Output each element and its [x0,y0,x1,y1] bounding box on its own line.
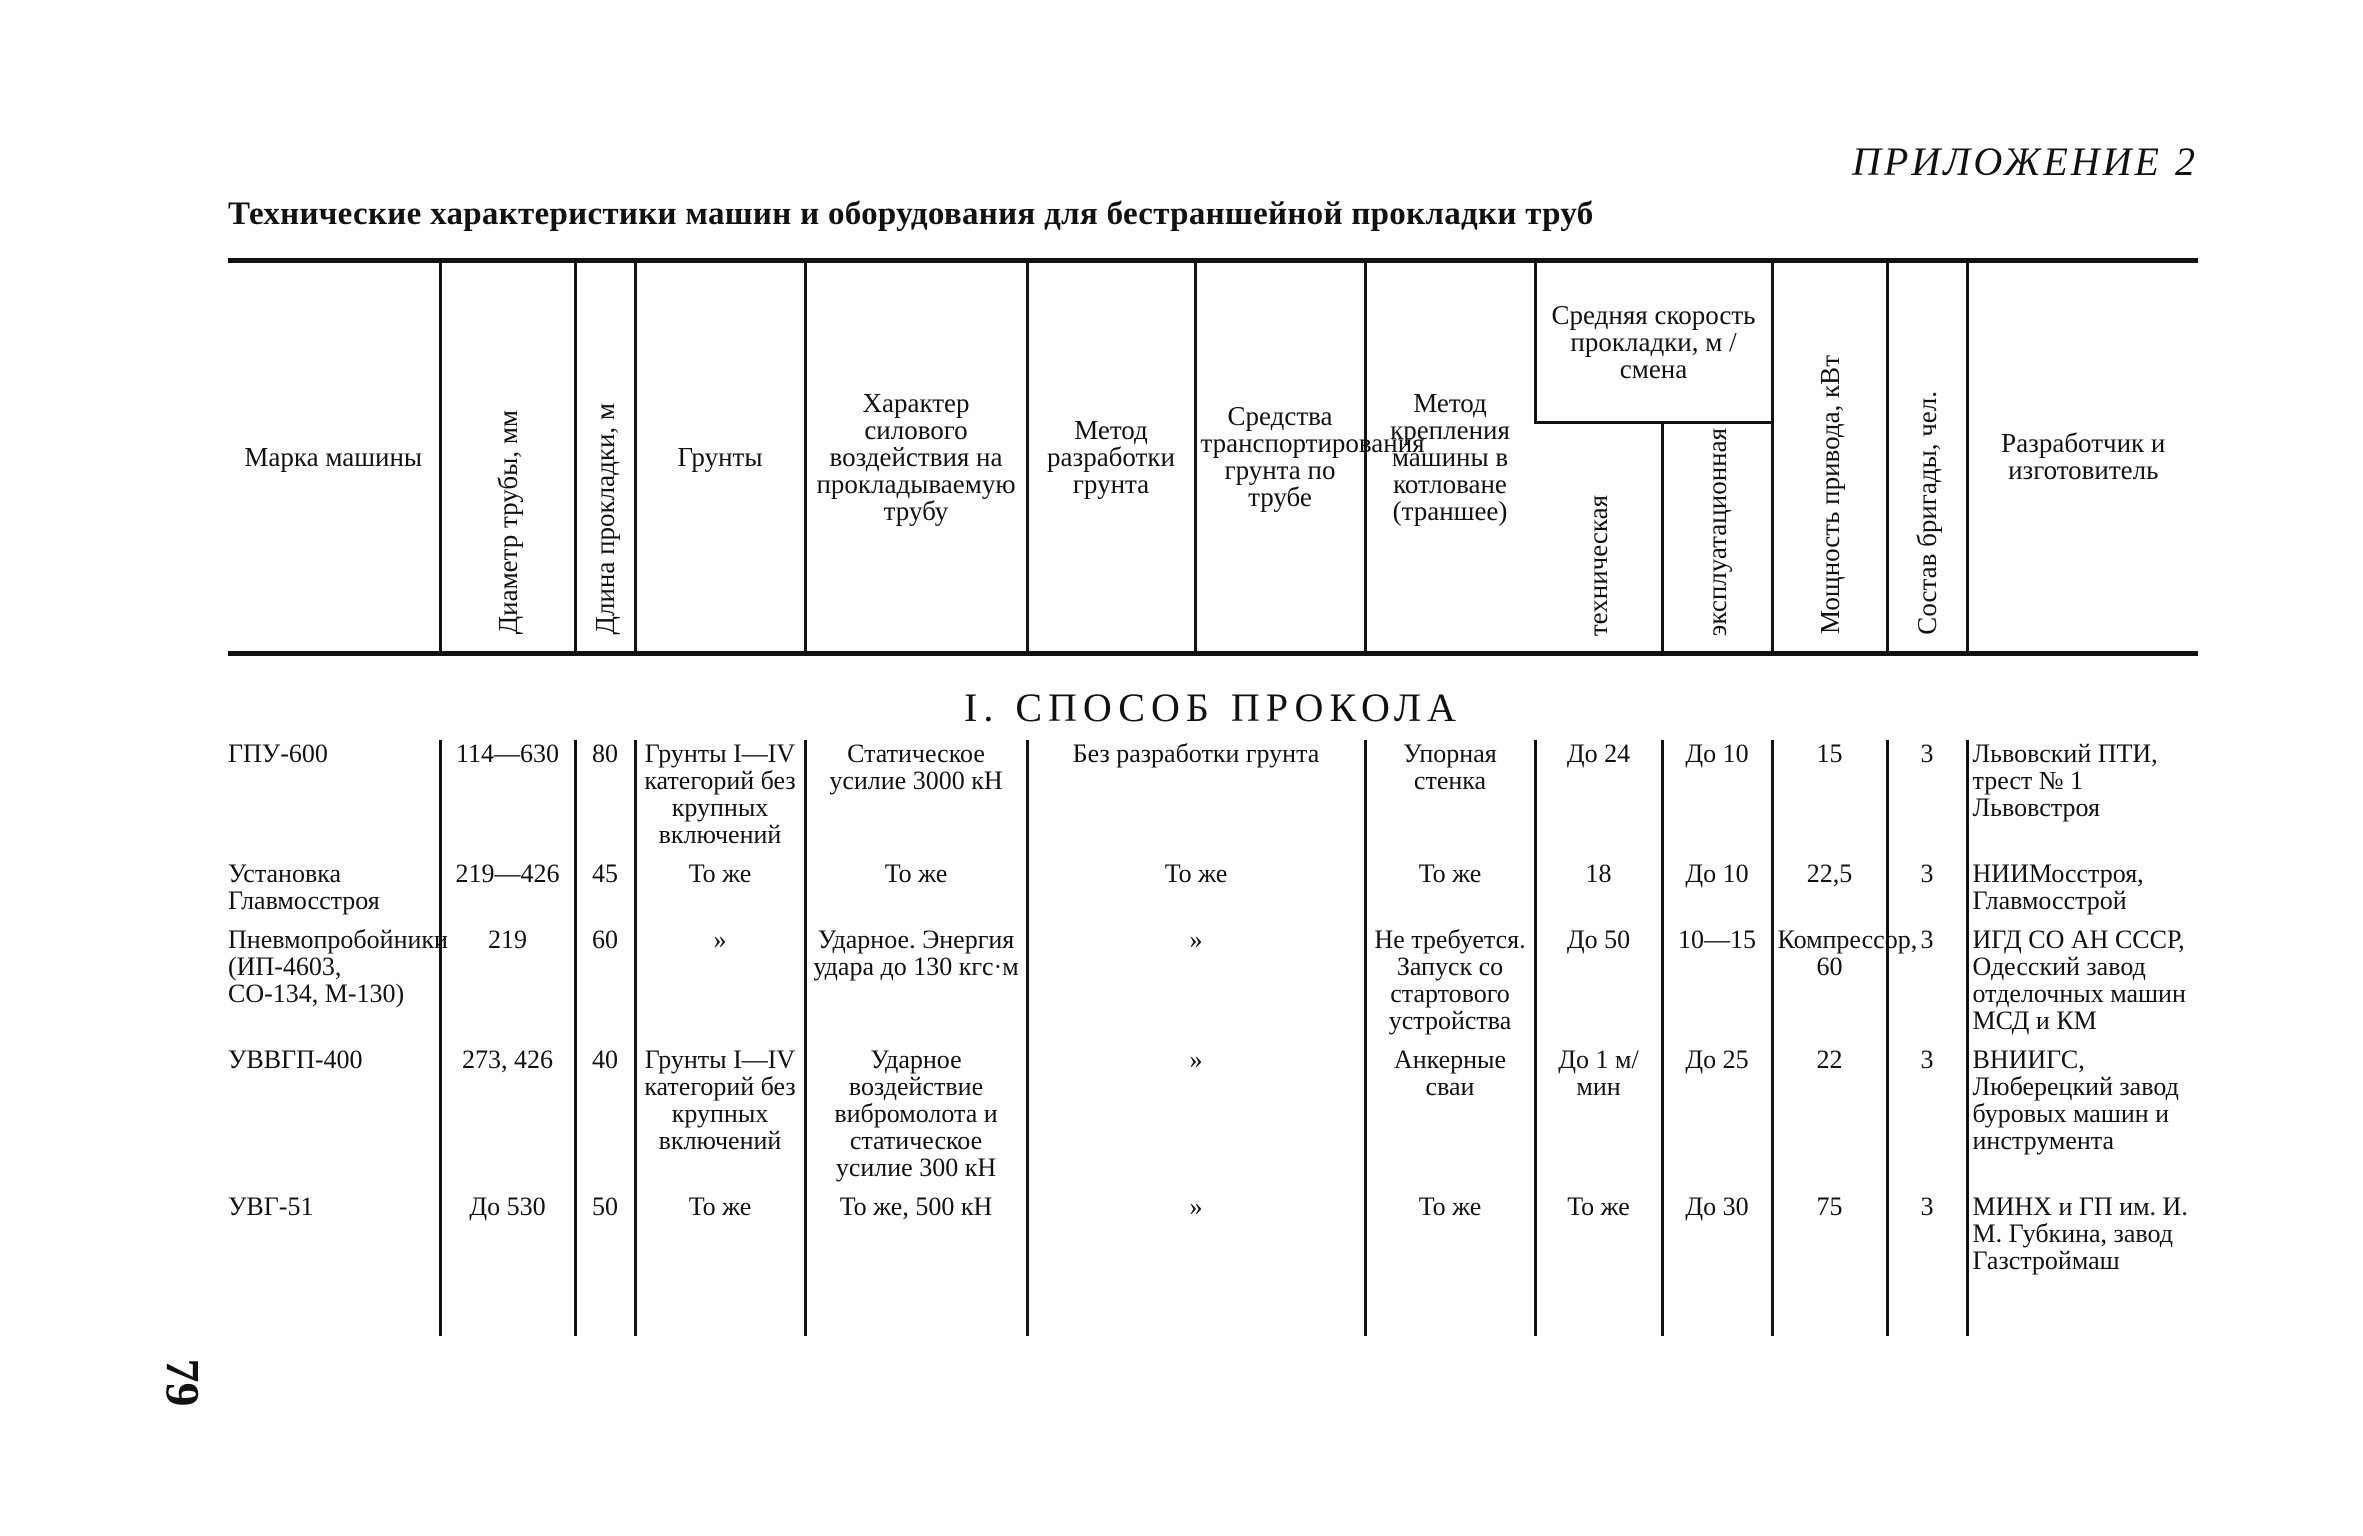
header-brand: Марка машины [244,441,423,472]
cell-speed-oper: До 30 [1662,1193,1772,1286]
cell-diameter: До 530 [440,1193,575,1286]
cell-power: Компрессор, 60 [1772,926,1887,1046]
cell-power: 15 [1772,740,1887,860]
table-row [228,1193,2198,1286]
cell-developer: НИИМосстроя, Главмосстрой [1967,860,2198,926]
header-speed-group: Средняя скорость прокладки, м / смена [1535,261,1772,423]
cell-crew: 3 [1887,860,1967,926]
cell-power: 22 [1772,1046,1887,1193]
cell-length: 60 [575,926,635,1046]
page-number: 79 [155,1358,209,1407]
cell-soils: То же [635,1193,805,1286]
table-body [228,654,2198,1337]
cell-brand: Пневмопробойники (ИП-4603, СО-134, М-130) [228,925,448,1009]
cell-force: То же, 500 кН [805,1193,1027,1286]
table-row [228,1046,2198,1193]
cell-diameter: 273, 426 [440,1046,575,1193]
cell-crew: 3 [1887,926,1967,1046]
cell-fixing: Упорная стенка [1365,740,1535,860]
header-crew: Состав бригады, чел. [1887,261,1967,654]
table-header [228,261,2198,654]
header-speed-oper: эксплуатационная [1662,423,1772,654]
cell-speed-tech: До 1 м/мин [1535,1046,1662,1193]
cell-speed-tech: 18 [1535,860,1662,926]
cell-speed-oper: До 25 [1662,1046,1772,1193]
cell-method: То же [1027,860,1365,926]
header-diameter: Диаметр трубы, мм [440,261,575,654]
cell-power: 22,5 [1772,860,1887,926]
cell-speed-oper: До 10 [1662,740,1772,860]
cell-power: 75 [1772,1193,1887,1286]
cell-force: То же [805,860,1027,926]
cell-speed-tech: До 24 [1535,740,1662,860]
appendix-label: ПРИЛОЖЕНИЕ 2 [1852,139,2198,184]
table-row [228,740,2198,860]
cell-brand: УВГ-51 [228,1192,314,1222]
cell-developer: ВНИИГС, Люберецкий завод буровых машин и инструмента [1967,1046,2198,1193]
table-row [228,860,2198,926]
cell-method: Без разработки грунта [1027,740,1365,860]
cell-length: 80 [575,740,635,860]
cell-brand: ГПУ-600 [228,739,328,769]
header-method: Метод разработки грунта [1027,261,1195,654]
cell-force: Ударное. Энергия удара до 130 кгс·м [805,926,1027,1046]
header-transport: Средства транспортирования грунта по трубе [1195,261,1365,654]
cell-method: » [1027,926,1365,1046]
cell-diameter: 219 [440,926,575,1046]
cell-developer: МИНХ и ГП им. И. М. Губкина, завод Газстроймаш [1967,1193,2198,1286]
cell-soils: » [635,926,805,1046]
cell-fixing: То же [1365,1193,1535,1286]
header-power: Мощность привода, кВт [1772,261,1887,654]
cell-brand: Установка Главмосстроя [228,859,380,916]
cell-speed-oper: 10—15 [1662,926,1772,1046]
cell-method: » [1027,1046,1365,1193]
cell-developer: ИГД СО АН СССР, Одесский завод отделочных машин МСД и КМ [1967,926,2198,1046]
header-fixing: Метод крепления машины в котловане (траншее) [1365,261,1535,654]
specs-table [228,258,2198,1336]
header-speed-tech: техническая [1582,495,1613,637]
cell-length: 40 [575,1046,635,1193]
header-force: Характер силового воздействия на прокладываемую трубу [805,261,1027,654]
cell-fixing: Не требуется. Запуск со стартового устройства [1365,926,1535,1046]
cell-length: 50 [575,1193,635,1286]
document-title: Технические характеристики машин и оборудования для бестраншейной прокладки труб [228,196,1594,232]
cell-speed-tech: То же [1535,1193,1662,1286]
cell-diameter: 114—630 [440,740,575,860]
section-title: I. СПОСОБ ПРОКОЛА [964,685,1462,731]
cell-crew: 3 [1887,1193,1967,1286]
cell-soils: Грунты I—IV категорий без крупных включений [635,740,805,860]
cell-soils: Грунты I—IV категорий без крупных включений [635,1046,805,1193]
cell-crew: 3 [1887,1046,1967,1193]
cell-force: Ударное воздействие вибромолота и статическое усилие 300 кН [805,1046,1027,1193]
table-row [228,926,2198,1046]
header-developer: Разработчик и изготовитель [1967,261,2198,654]
cell-fixing: То же [1365,860,1535,926]
cell-crew: 3 [1887,740,1967,860]
cell-brand: УВВГП-400 [228,1045,363,1075]
cell-speed-oper: До 10 [1662,860,1772,926]
cell-force: Статическое усилие 3000 кН [805,740,1027,860]
cell-method: » [1027,1193,1365,1286]
cell-length: 45 [575,860,635,926]
header-soils: Грунты [635,261,805,654]
cell-fixing: Анкерные сваи [1365,1046,1535,1193]
cell-soils: То же [635,860,805,926]
header-length: Длина прокладки, м [575,261,635,654]
cell-speed-tech: До 50 [1535,926,1662,1046]
cell-developer: Львовский ПТИ, трест № 1 Львовстроя [1967,740,2198,860]
cell-diameter: 219—426 [440,860,575,926]
